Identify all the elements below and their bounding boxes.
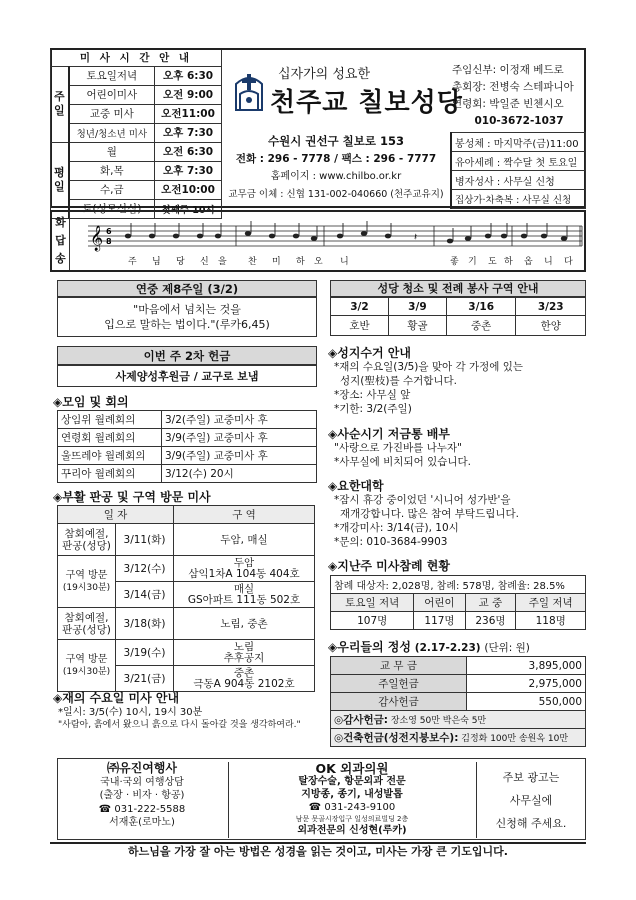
donations-title: ◈우리들의 정성 — [328, 640, 411, 654]
visit-type: 참회예절, 판공(성당) — [58, 608, 116, 640]
pastor: 주임신부: 이정재 베드로 — [452, 64, 564, 76]
offering-title: 이번 주 2차 헌금 — [57, 346, 317, 365]
john-univ-info — [334, 493, 519, 549]
liturgy-quote-line: 입으로 말하는 법이다."(루카6,45) — [104, 318, 270, 331]
table-row — [331, 657, 586, 675]
lyric-syllable: 좋 — [450, 257, 459, 267]
church-contact — [222, 132, 450, 204]
visit-type: 참회예절, 판공(성당) — [58, 524, 116, 556]
mass-name: 토요일저녁 — [69, 66, 155, 85]
cleaning-title: 성당 청소 및 전례 봉사 구역 안내 — [330, 280, 586, 297]
lent-title: ◈사순시기 저금통 배부 — [328, 427, 450, 441]
table-row — [58, 447, 317, 465]
travel-person: 서재훈(로마노) — [109, 817, 175, 828]
john-line: *개강미사: 3/14(금), 10시 — [334, 522, 459, 534]
lyric-syllable: 도 — [488, 257, 497, 267]
visit-date: 3/18(화) — [116, 608, 174, 640]
mass-time: 오전10:00 — [155, 180, 222, 199]
lent-line: "사랑으로 가진바를 나누자" — [334, 442, 462, 454]
attendance-summary: 참례 대상자: 2,028명, 참례: 578명, 참례율: 28.5% — [331, 576, 586, 594]
ash-wednesday-info — [58, 706, 301, 732]
info-item: 병자성사 : 사무실 신청 — [451, 171, 586, 190]
visits-title: ◈부활 판공 및 구역 방문 미사 — [53, 490, 211, 504]
lent-line: *사무실에 비치되어 있습니다. — [334, 456, 471, 468]
church-phone: 전화 : 296 - 7778 / 팩스 : 296 - 7777 — [235, 153, 437, 165]
palm-line: *재의 수요일(3/5)을 맞아 각 가정에 있는 — [334, 361, 524, 373]
visit-area: 노림 추후공지 — [174, 640, 315, 666]
sunday-side-label: 주일 — [51, 66, 69, 142]
donations-unit: (단위: 원) — [484, 642, 530, 654]
travel-line: 국내·국외 여행상담 — [100, 776, 184, 788]
offering-content: 사제양성후원금 / 교구로 보냄 — [57, 365, 317, 387]
john-line: *문의: 010-3684-9903 — [334, 536, 448, 548]
lyric-syllable: 을 — [218, 257, 227, 267]
ad-notice — [478, 766, 584, 835]
attendance-title: ◈지난주 미사참례 현황 — [328, 559, 450, 573]
travel-line: (출장 · 비자 · 항공) — [99, 790, 185, 801]
liturgy-title: 연중 제8주일 (3/2) — [57, 280, 317, 297]
cleaning-area: 호반 — [331, 316, 389, 336]
church-address: 수원시 권선구 칠보로 153 — [268, 134, 404, 148]
mass-time: 오전 9:00 — [155, 85, 222, 104]
clinic-phone: ☎ 031-243-9100 — [308, 802, 396, 813]
liturgy-quote-line: "마음에서 넘치는 것을 — [133, 303, 241, 316]
palm-line: *기한: 3/2(주일) — [334, 403, 412, 415]
palm-line: 성지(聖枝)를 수거합니다. — [340, 375, 458, 387]
meeting-name: 꾸리아 월례회의 — [58, 465, 162, 483]
visit-date: 3/11(화) — [116, 524, 174, 556]
donations-title-row — [328, 638, 530, 655]
visit-area: 두암 삼익1차A 104동 404호 — [174, 556, 315, 582]
attendance-header: 어린이 — [414, 594, 465, 612]
visit-date: 3/21(금) — [116, 666, 174, 692]
meeting-when: 3/9(주일) 교중미사 후 — [162, 447, 317, 465]
building-donors: ◎건축헌금(성전지붕보수): 김정화 100만 송원옥 10만 — [331, 729, 586, 747]
mass-name: 토(성모신심) — [69, 199, 155, 218]
palm-title: ◈성지수거 안내 — [328, 346, 411, 360]
clinic-doctor: 외과전문의 신성현(루카) — [297, 825, 407, 836]
lyric-syllable: 하 — [296, 257, 305, 267]
visit-area: 두암, 매실 — [174, 524, 315, 556]
attendance-value: 236명 — [465, 612, 516, 630]
mass-time: 오전11:00 — [155, 104, 222, 123]
attendance-header: 토요일 저녁 — [331, 594, 414, 612]
psalm-score — [88, 220, 584, 254]
clinic-line: 탈장수술, 항문외과 전문 — [298, 776, 406, 787]
john-univ-title: ◈요한대학 — [328, 479, 384, 493]
weekday-side-label: 평일 — [51, 142, 69, 218]
psalm-lyrics — [78, 254, 584, 268]
meeting-name: 상임위 월례회의 — [58, 411, 162, 429]
cleaning-area: 중촌 — [446, 316, 516, 336]
cleaning-date: 3/9 — [388, 298, 446, 316]
svg-text:8: 8 — [106, 237, 112, 246]
visit-type: 구역 방문 (19시30분) — [58, 640, 116, 692]
lent-info — [334, 441, 471, 469]
cleaning-area: 황골 — [388, 316, 446, 336]
lyric-syllable: 신 — [200, 257, 209, 267]
attendance-value: 107명 — [331, 612, 414, 630]
mass-name: 수,금 — [69, 180, 155, 199]
svg-text:𝄽: 𝄽 — [414, 232, 418, 243]
visit-date: 3/19(수) — [116, 640, 174, 666]
lyric-syllable: 찬 — [248, 257, 257, 267]
mass-time: 오후 7:30 — [155, 123, 222, 142]
visits-table — [57, 505, 315, 692]
lyric-syllable: 다 — [564, 257, 573, 267]
mass-time: 첫째주 10시 — [155, 199, 222, 218]
attendance-header: 주일 저녁 — [516, 594, 586, 612]
visit-date: 3/14(금) — [116, 582, 174, 608]
visit-area: 매실 GS아파트 111동 502호 — [174, 582, 315, 608]
john-line: *잠시 휴강 중이었던 '시니어 성가반'을 — [334, 494, 511, 506]
donation-label: 감사헌금 — [331, 693, 467, 711]
funeral-society-phone: 010-3672-1037 — [474, 115, 564, 127]
mass-schedule-header: 미 사 시 간 안 내 — [51, 49, 222, 66]
ad-clinic — [232, 762, 472, 837]
church-subtitle: 십자가의 성요한 — [278, 67, 371, 82]
travel-phone: ☎ 031-222-5588 — [98, 803, 186, 815]
table-row — [58, 429, 317, 447]
palm-line: *장소: 사무실 앞 — [334, 389, 411, 401]
mass-schedule-table — [50, 48, 222, 219]
staff-list — [452, 62, 586, 130]
church-title: 천주교 칠보성당 — [270, 88, 463, 118]
mass-time: 오전 6:30 — [155, 142, 222, 161]
lyric-syllable: 님 — [152, 257, 161, 267]
john-line: 재개강합니다. 많은 참여 부탁드립니다. — [340, 508, 519, 520]
col-area-header: 구 역 — [174, 506, 315, 524]
meeting-when: 3/12(수) 20시 — [162, 465, 317, 483]
donation-amount: 3,895,000 — [467, 657, 586, 675]
notice-line: 사무실에 — [509, 794, 553, 807]
donation-amount: 2,975,000 — [467, 675, 586, 693]
mass-time: 오후 7:30 — [155, 161, 222, 180]
council-president: 총회장: 전병숙 스테파니아 — [452, 81, 574, 93]
donations-table — [330, 656, 586, 747]
lyric-syllable: 미 — [272, 257, 281, 267]
table-row — [58, 640, 315, 666]
attendance-value: 117명 — [414, 612, 465, 630]
info-item: 집상가·차축복 : 사무실 신청 — [451, 190, 586, 209]
footer-quote: 하느님을 가장 잘 아는 방법은 성경을 읽는 것이고, 미사는 가장 큰 기도입니다. — [50, 842, 586, 858]
table-row — [58, 465, 317, 483]
cleaning-date: 3/16 — [446, 298, 516, 316]
donations-period: (2.17-2.23) — [414, 642, 481, 654]
donation-label: 교 무 금 — [331, 657, 467, 675]
mass-name: 화,목 — [69, 161, 155, 180]
visit-date: 3/12(수) — [116, 556, 174, 582]
liturgy-quote — [57, 297, 317, 337]
ad-travel — [57, 762, 227, 830]
mass-name: 청년/청소년 미사 — [69, 123, 155, 142]
info-item: 봉성체 : 마지막주(금)11:00 — [451, 133, 586, 152]
responsorial-psalm — [50, 210, 586, 272]
attendance-table — [330, 575, 586, 630]
lyric-syllable: 하 — [504, 257, 513, 267]
ash-wednesday-title: ◈재의 수요일 미사 안내 — [53, 691, 180, 705]
mass-name: 어린이미사 — [69, 85, 155, 104]
ad-divider — [476, 762, 477, 838]
church-logo-icon — [232, 70, 266, 112]
clinic-address: 남문 못골시장입구 일성의료빌딩 2층 — [295, 815, 409, 823]
thanks-donors: ◎감사헌금: 장소영 50만 박은숙 5만 — [331, 711, 586, 729]
meeting-name: 울뜨레야 월례회의 — [58, 447, 162, 465]
lyric-syllable: 오 — [314, 257, 323, 267]
notice-line: 신청해 주세요. — [495, 817, 567, 830]
table-row — [331, 675, 586, 693]
church-bank: 교무금 이체 : 신협 131-002-040660 (천주교유지) — [228, 189, 444, 200]
info-item: 유아세례 : 짝수달 첫 토요일 — [451, 152, 586, 171]
lyric-syllable: 옵 — [524, 257, 533, 267]
funeral-society: 연령회: 박일준 빈첸시오 — [452, 98, 564, 110]
donation-label: 주일헌금 — [331, 675, 467, 693]
clinic-line: 지방종, 종기, 내성발톱 — [301, 789, 403, 800]
meeting-when: 3/2(주일) 교중미사 후 — [162, 411, 317, 429]
table-row — [331, 693, 586, 711]
sacrament-info-table — [450, 132, 586, 209]
table-row — [58, 608, 315, 640]
svg-text:6: 6 — [106, 227, 112, 236]
cleaning-area: 한양 — [516, 316, 586, 336]
attendance-value: 118명 — [516, 612, 586, 630]
visit-area: 중촌 극동A 904동 2102호 — [174, 666, 315, 692]
meeting-when: 3/9(주일) 교중미사 후 — [162, 429, 317, 447]
lyric-syllable: 당 — [176, 257, 185, 267]
lyric-syllable: 기 — [468, 257, 477, 267]
meetings-title: ◈모임 및 회의 — [53, 395, 129, 409]
attendance-header: 교 중 — [465, 594, 516, 612]
lyric-syllable: 주 — [128, 257, 137, 267]
ad-divider — [228, 762, 229, 838]
mass-name: 월 — [69, 142, 155, 161]
cleaning-table — [330, 297, 586, 336]
visit-area: 노림, 중촌 — [174, 608, 315, 640]
table-row — [58, 556, 315, 582]
lyric-syllable: 니 — [340, 257, 349, 267]
lyric-syllable: 니 — [544, 257, 553, 267]
cleaning-date: 3/23 — [516, 298, 586, 316]
ash-line: "사람아, 흙에서 왔으니 흙으로 다시 돌아갈 것을 생각하여라." — [58, 720, 301, 730]
psalm-side-label: 화답송 — [52, 212, 70, 270]
donation-amount: 550,000 — [467, 693, 586, 711]
travel-name: ㈜유진여행사 — [107, 761, 177, 775]
ash-line: *일시: 3/5(수) 10시, 19시 30분 — [58, 707, 203, 718]
notice-line: 주보 광고는 — [502, 771, 560, 784]
church-homepage: 홈페이지 : www.chilbo.or.kr — [270, 171, 402, 182]
clinic-name: OK 외과의원 — [315, 761, 389, 776]
palm-info — [334, 360, 523, 416]
svg-text:𝄞: 𝄞 — [90, 226, 104, 251]
meeting-name: 연령회 월례회의 — [58, 429, 162, 447]
visit-type: 구역 방문 (19시30분) — [58, 556, 116, 608]
col-date-header: 일 자 — [58, 506, 174, 524]
table-row — [58, 411, 317, 429]
mass-name: 교중 미사 — [69, 104, 155, 123]
table-row — [58, 524, 315, 556]
cleaning-date: 3/2 — [331, 298, 389, 316]
meetings-table — [57, 410, 317, 483]
mass-time: 오후 6:30 — [155, 66, 222, 85]
